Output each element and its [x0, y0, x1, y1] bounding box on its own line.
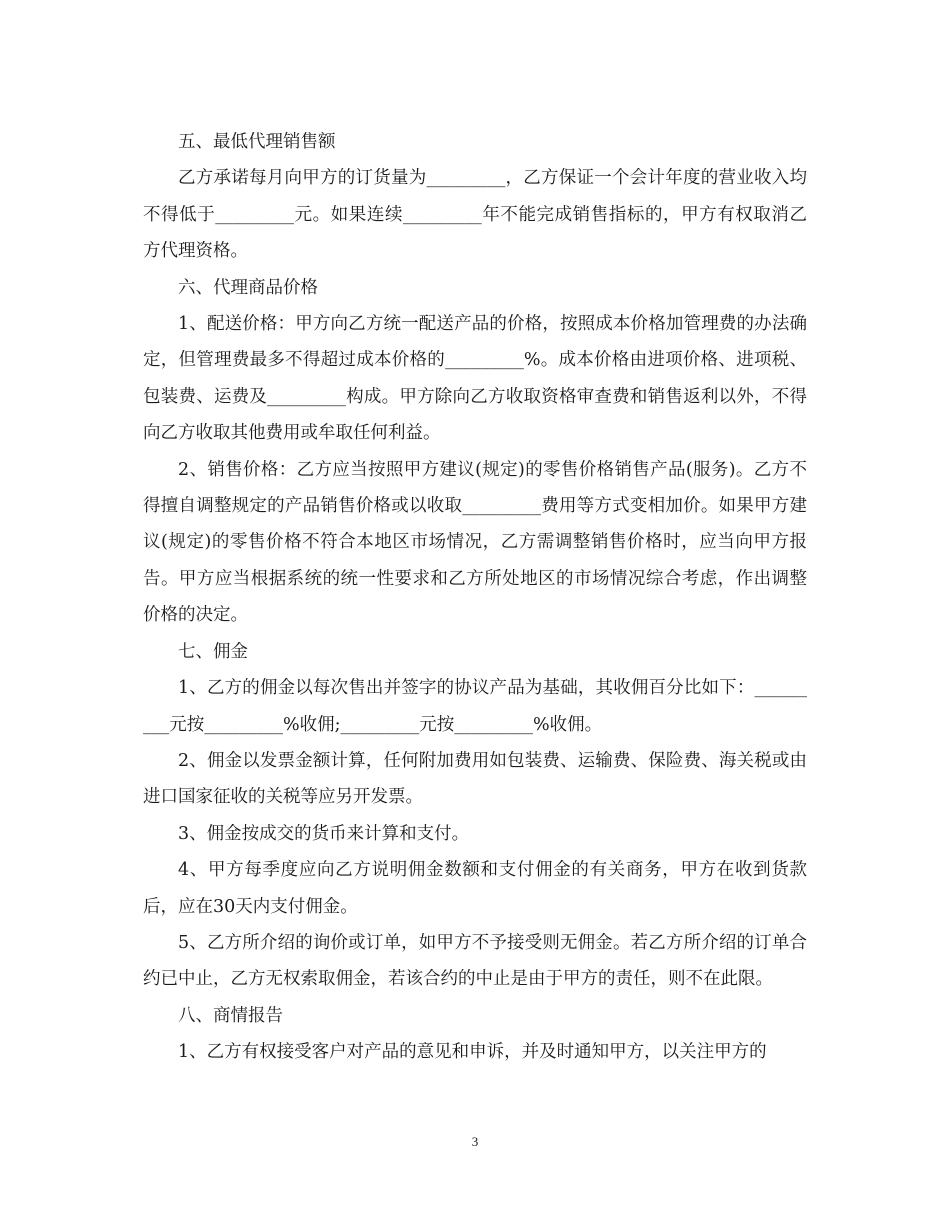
document-body — [143, 124, 807, 1071]
paragraph-sales-price: 2、销售价格：乙方应当按照甲方建议(规定)的零售价格销售产品(服务)。乙方不得擅自调整规定的产品销售价格或以收取_________费用等方式变相加价。如果甲方建议(规定)的零售价格不符合本地区市场情况，乙方需调整销售价格时，应当向甲方报告。甲方应当根据系统的统一性要求和乙方所处地区的市场情况综合考虑，作出调整价格的决定。 — [143, 459, 807, 626]
section-heading-business-report: 八、商情报告 — [178, 1005, 283, 1026]
paragraph-commission-payment: 4、甲方每季度应向乙方说明佣金数额和支付佣金的有关商务，甲方在收到货款后，应在30天内支付佣金。 — [143, 860, 807, 917]
page-number: 3 — [471, 1134, 479, 1149]
section-heading-product-price: 六、代理商品价格 — [178, 277, 318, 298]
paragraph-customer-feedback: 1、乙方有权接受客户对产品的意见和申诉，并及时通知甲方，以关注甲方的 — [178, 1042, 767, 1063]
paragraph-order-volume: 乙方承诺每月向甲方的订货量为_________，乙方保证一个会计年度的营业收入均不得低于_________元。如果连续_________年不能完成销售指标的，甲方有权取消乙方代理资格。 — [143, 168, 807, 262]
paragraph-commission-currency: 3、佣金按成交的货币来计算和支付。 — [178, 823, 470, 844]
section-heading-commission: 七、佣金 — [178, 641, 248, 662]
paragraph-commission-rate: 1、乙方的佣金以每次售出并签字的协议产品为基础，其收佣百分比如下：_________元按_________%收佣;_________元按_________%收佣。 — [143, 678, 807, 735]
paragraph-commission-exceptions: 5、乙方所介绍的询价或订单，如甲方不予接受则无佣金。若乙方所介绍的订单合约已中止，乙方无权索取佣金，若该合约的中止是由于甲方的责任，则不在此限。 — [143, 932, 807, 990]
paragraph-commission-invoice: 2、佣金以发票金额计算，任何附加费用如包装费、运输费、保险费、海关税或由进口国家征收的关税等应另开发票。 — [143, 750, 807, 808]
paragraph-delivery-price: 1、配送价格：甲方向乙方统一配送产品的价格，按照成本价格加管理费的办法确定，但管理费最多不得超过成本价格的_________%。成本价格由进项价格、进项税、包装费、运费及_________构成。甲方除向乙方收取资格审查费和销售返利以外，不得向乙方收取其他费用或牟取任何利益。 — [143, 314, 807, 444]
section-heading-minimum-sales: 五、最低代理销售额 — [178, 132, 336, 152]
